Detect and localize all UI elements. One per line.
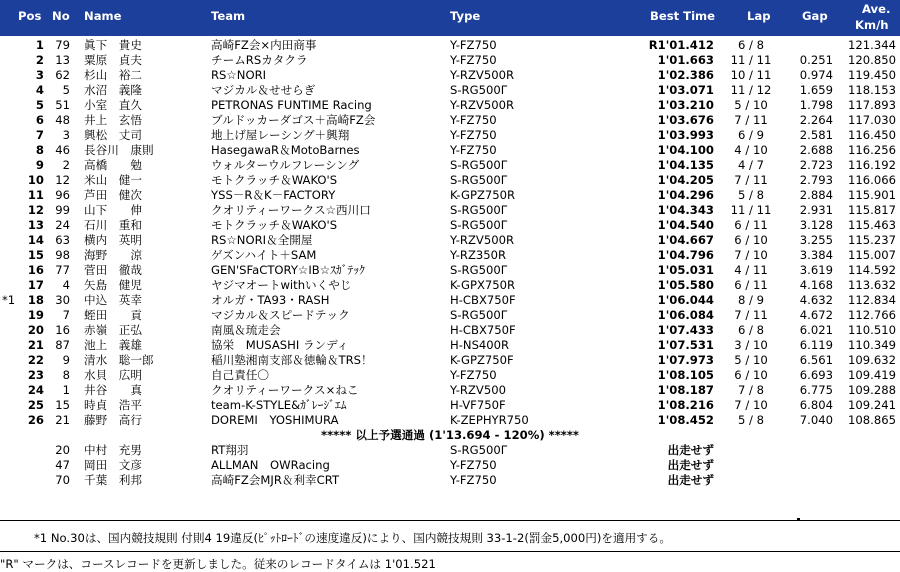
cell-pos: 3 [35,68,44,82]
cell-no: 20 [55,443,70,457]
cell-lap: 5 / 10 [734,98,768,112]
cell-no: 1 [62,383,70,397]
cell-gap: 2.931 [799,203,833,217]
cell-pos: 19 [27,308,44,322]
cell-no: 70 [55,473,70,487]
cell-gap: 6.021 [799,323,833,337]
cell-name: 米山 健一 [84,173,142,187]
cell-pos: 11 [27,188,44,202]
cell-ave: 118.153 [848,83,896,97]
cell-lap: 7 / 11 [734,113,768,127]
cell-best: 1'08.187 [657,383,714,397]
cell-best: 1'05.580 [657,278,714,292]
footer-divider-top [0,520,900,521]
cell-no: 3 [62,128,70,142]
cell-no: 24 [55,218,70,232]
cell-pos: 25 [27,398,44,412]
cell-gap: 6.775 [799,383,833,397]
cell-gap: 6.119 [799,338,833,352]
table-row [0,383,900,398]
cell-lap: 5 / 8 [737,188,765,202]
cell-team: モトクラッチ＆WAKO'S [211,173,338,187]
cell-name: 蛭田 貢 [84,308,142,322]
header-team: Team [211,9,246,23]
cell-team: ゲズンハイト＋SAM [211,248,317,262]
cell-lap: 4 / 7 [737,158,765,172]
cell-type: H-CBX750F [450,293,516,307]
cell-no: 15 [55,398,70,412]
cell-best: 出走せず [667,458,714,472]
cell-gap: 4.168 [799,278,833,292]
table-row [0,38,900,53]
cell-lap: 6 / 10 [734,233,768,247]
cell-type: Y-FZ750 [450,368,497,382]
cell-name: 眞下 貴史 [84,38,142,52]
cell-name: 赤嶺 正弘 [84,323,142,337]
cell-no: 62 [55,68,70,82]
cell-team: YSS－R＆K－FACTORY [211,188,336,202]
cell-team: ブルドッカーダゴス＋高崎FZ会 [211,113,376,127]
cell-type: K-GPX750R [450,278,516,292]
cell-best: 1'02.386 [657,68,714,82]
table-row [0,98,900,113]
cell-best: 1'03.210 [657,98,714,112]
cell-best: 出走せず [667,473,714,487]
cell-type: S-RG500Γ [450,203,508,217]
cell-ave: 110.510 [848,323,896,337]
table-row [0,83,900,98]
cell-pos: 4 [35,83,44,97]
cell-name: 千葉 利邦 [84,473,142,487]
cell-pos: 14 [27,233,44,247]
cell-best: 1'04.540 [657,218,714,232]
cell-pos: 15 [27,248,44,262]
cell-gap: 2.723 [799,158,833,172]
cell-gap: 2.884 [799,188,833,202]
cell-gap: 4.632 [799,293,833,307]
cell-pos: 8 [35,143,44,157]
cell-ave: 114.592 [848,263,896,277]
cell-gap: 6.804 [799,398,833,412]
stray-mark [797,518,800,520]
table-row [0,263,900,278]
cell-name: 井谷 真 [84,383,142,397]
cell-no: 2 [62,158,70,172]
cell-type: Y-FZ750 [450,128,497,142]
table-row [0,128,900,143]
cell-best: 1'07.433 [657,323,714,337]
cell-name: 海野 涼 [84,248,142,262]
cell-pos: 10 [27,173,44,187]
cell-gap: 4.672 [799,308,833,322]
cell-name: 杉山 裕二 [84,68,142,82]
cell-ave: 109.419 [848,368,896,382]
cell-type: K-GPZ750R [450,188,516,202]
header-type: Type [450,9,481,23]
cell-lap: 4 / 11 [734,263,768,277]
header-pos: Pos [18,9,42,23]
cell-best: 1'08.452 [657,413,714,427]
results-header [0,0,900,36]
cell-name: 池上 義雄 [84,338,142,352]
cell-ave: 109.241 [848,398,896,412]
footnote-record: "R" マークは、コースレコードを更新しました。従来のレコードタイムは 1'01.521 [0,557,436,571]
cell-type: Y-FZ750 [450,143,497,157]
cell-team: チームRSカタクラ [211,53,308,67]
cell-team: マジカル＆スピードテック [211,308,350,322]
cell-no: 87 [55,338,70,352]
cell-lap: 6 / 8 [737,323,765,337]
cell-type: Y-RZV500R [450,68,515,82]
cell-no: 96 [55,188,70,202]
table-row [0,248,900,263]
cell-pos: 5 [35,98,44,112]
cell-no: 98 [55,248,70,262]
cell-team: クオリティーワークス×ねこ [211,383,359,397]
cell-name: 高橋 勉 [84,158,142,172]
table-row [0,113,900,128]
table-row [0,173,900,188]
header-name: Name [84,9,122,23]
cell-no: 5 [62,83,70,97]
cell-type: Y-RZV500R [450,233,515,247]
cell-team: オルガ・TA93・RASH [211,293,330,307]
cell-pos: 20 [27,323,44,337]
cell-lap: 5 / 10 [734,353,768,367]
cell-no: 21 [55,413,70,427]
cell-pos: 13 [27,218,44,232]
cell-name: 粟原 貞夫 [84,53,142,67]
cell-ave: 116.256 [848,143,896,157]
cell-best: 1'06.084 [657,308,714,322]
cell-name: 長谷川 康則 [84,143,154,157]
qualify-cutoff-line [0,428,900,443]
cell-pos: 1 [35,38,44,52]
cell-name: 時貞 浩平 [84,398,142,412]
cell-gap: 0.974 [799,68,833,82]
table-row [0,353,900,368]
cell-name: 水沼 義隆 [84,83,142,97]
cell-ave: 113.632 [848,278,896,292]
cell-best: 1'04.296 [657,188,714,202]
cell-ave: 116.066 [848,173,896,187]
cell-lap: 7 / 11 [734,308,768,322]
cell-team: DOREMI YOSHIMURA [211,413,339,427]
header-no: No [52,9,70,23]
cell-team: ALLMAN OWRacing [211,458,330,472]
cell-team: 南風＆琉走会 [211,323,281,337]
header-best-time: Best Time [650,9,716,23]
cell-no: 99 [55,203,70,217]
table-row [0,308,900,323]
cell-name: 藤野 高行 [84,413,142,427]
table-row [0,143,900,158]
cell-gap: 2.581 [799,128,833,142]
cell-type: Y-RZ350R [450,248,507,262]
cell-gap: 2.688 [799,143,833,157]
cell-team: 地上げ屋レーシング＋興翔 [211,128,350,142]
cell-name: 井上 玄悟 [84,113,142,127]
cell-best: 1'08.216 [657,398,714,412]
cell-no: 9 [62,353,70,367]
cell-gap: 3.384 [799,248,833,262]
cell-lap: 7 / 10 [734,398,768,412]
cell-no: 7 [62,308,70,322]
cell-name: 矢島 健児 [84,278,142,292]
cell-no: 16 [55,323,70,337]
cell-pos: 6 [35,113,44,127]
cell-gap: 3.255 [799,233,833,247]
footer-divider-bottom [0,551,900,552]
cell-best: 1'05.031 [657,263,714,277]
cell-best: 1'03.676 [657,113,714,127]
dns-row [0,443,900,458]
cell-type: K-GPZ750F [450,353,514,367]
cell-no: 4 [62,278,70,292]
cell-type: H-NS400R [450,338,510,352]
cell-ave: 115.463 [848,218,896,232]
cell-lap: 11 / 12 [730,83,772,97]
cell-lap: 11 / 11 [730,203,772,217]
cell-best: 出走せず [667,443,714,457]
table-row [0,368,900,383]
cell-best: 1'07.531 [657,338,714,352]
cell-lap: 7 / 8 [737,383,765,397]
cell-pos: 12 [27,203,44,217]
cell-ave: 115.901 [848,188,896,202]
cell-ave: 115.007 [848,248,896,262]
cell-no: 51 [55,98,70,112]
header-lap: Lap [747,9,771,23]
cell-type: Y-FZ750 [450,113,497,127]
cell-pos: 2 [35,53,44,67]
cell-best: 1'03.071 [657,83,714,97]
cell-pos: 18 [27,293,44,307]
table-row [0,188,900,203]
cell-lap: 6 / 8 [737,38,765,52]
cell-lap: 8 / 9 [737,293,765,307]
cell-team: 自己責任〇 [211,368,269,382]
results-table [0,38,900,488]
cell-gap: 1.798 [799,98,833,112]
cell-ave: 117.893 [848,98,896,112]
cell-team: RS☆NORI＆全開屋 [211,233,313,247]
cell-lap: 7 / 11 [734,173,768,187]
footnote-penalty: *1 No.30は、国内競技規則 付則4 19違反(ﾋﾟｯﾄﾛｰﾄﾞの速度違反)により、国内競技規則 33-1-2(罰金5,000円)を適用する。 [34,531,671,545]
cell-team: 高崎FZ会×内田商事 [211,38,317,52]
table-row [0,158,900,173]
cell-best: 1'06.044 [657,293,714,307]
table-row [0,293,900,308]
cell-name: 興松 丈司 [84,128,142,142]
dns-row [0,473,900,488]
cell-lap: 7 / 10 [734,248,768,262]
cell-pos: 22 [27,353,44,367]
cell-pos: 26 [27,413,44,427]
cell-type: S-RG500Γ [450,83,508,97]
table-row [0,203,900,218]
cell-lap: 6 / 11 [734,218,768,232]
cell-type: S-RG500Γ [450,158,508,172]
cell-name: 清水 聡一郎 [84,353,154,367]
header-gap: Gap [802,9,828,23]
cell-ave: 121.344 [848,38,896,52]
cell-type: Y-FZ750 [450,53,497,67]
cell-lap: 10 / 11 [730,68,772,82]
cell-pos: 16 [27,263,44,277]
cell-best: 1'03.993 [657,128,714,142]
cell-team: 高崎FZ会MJR＆利幸CRT [211,473,340,487]
cell-type: H-CBX750F [450,323,516,337]
cell-type: Y-RZV500R [450,98,515,112]
cell-lap: 4 / 10 [734,143,768,157]
cell-no: 8 [62,368,70,382]
cell-no: 63 [55,233,70,247]
cell-gap: 2.793 [799,173,833,187]
cell-name: 横内 英明 [84,233,142,247]
cell-no: 46 [55,143,70,157]
cell-type: K-ZEPHYR750 [450,413,529,427]
cell-type: Y-FZ750 [450,38,497,52]
cell-best: 1'04.343 [657,203,714,217]
cell-gap: 0.251 [799,53,833,67]
cell-lap: 3 / 10 [734,338,768,352]
table-row [0,68,900,83]
cell-name: 菅田 徹哉 [84,263,142,277]
table-row [0,278,900,293]
cell-name: 芦田 健次 [84,188,142,202]
cell-gap: 2.264 [799,113,833,127]
cell-type: Y-FZ750 [450,473,497,487]
cell-lap: 11 / 11 [730,53,772,67]
cell-name: 小室 直久 [84,98,142,112]
cell-pos: 24 [27,383,44,397]
cell-gap: 7.040 [799,413,833,427]
cell-ave: 109.632 [848,353,896,367]
cell-gap: 3.619 [799,263,833,277]
cell-team: PETRONAS FUNTIME Racing [211,98,372,112]
cell-ave: 108.865 [848,413,896,427]
table-row [0,53,900,68]
cell-ave: 109.288 [848,383,896,397]
cell-type: S-RG500Γ [450,173,508,187]
cell-lap: 6 / 10 [734,368,768,382]
cell-best: 1'04.205 [657,173,714,187]
cell-note: *1 [2,293,16,307]
cell-no: 79 [55,38,70,52]
cell-no: 13 [55,53,70,67]
cell-gap: 6.561 [799,353,833,367]
header-ave: Ave. [862,2,891,16]
table-row [0,218,900,233]
cell-team: ヤジマオートwithいくやじ [211,278,352,292]
cell-type: H-VF750F [450,398,506,412]
cell-ave: 119.450 [848,68,896,82]
cell-ave: 116.192 [848,158,896,172]
cell-no: 77 [55,263,70,277]
cell-team: team-K-STYLE&ｶﾞﾚｰｼﾞｴﾑ [211,398,347,412]
cell-ave: 112.834 [848,293,896,307]
cell-team: HasegawaR＆MotoBarnes [211,143,360,157]
table-row [0,323,900,338]
cell-team: RS☆NORI [211,68,267,82]
table-row [0,233,900,248]
table-row [0,413,900,428]
cell-ave: 120.850 [848,53,896,67]
cell-name: 山下 伸 [84,203,142,217]
cell-team: マジカル＆せせらぎ [211,83,316,97]
dns-row [0,458,900,473]
cell-name: 中村 充男 [84,443,142,457]
cell-best: 1'01.663 [657,53,714,67]
cell-gap: 3.128 [799,218,833,232]
cell-no: 48 [55,113,70,127]
cell-type: S-RG500Γ [450,443,508,457]
cell-team: 稲川塾湘南支部＆徳輪＆TRS！ [211,353,373,367]
cell-type: Y-RZV500 [450,383,506,397]
cell-ave: 115.817 [848,203,896,217]
cell-best: 1'04.135 [657,158,714,172]
cell-name: 石川 重和 [84,218,142,232]
cell-name: 中込 英幸 [84,293,142,307]
cell-team: モトクラッチ＆WAKO'S [211,218,338,232]
cell-pos: 23 [27,368,44,382]
cell-lap: 6 / 9 [737,128,765,142]
cell-ave: 110.349 [848,338,896,352]
cell-team: ウォルターウルフレーシング [211,158,360,172]
cell-pos: 7 [35,128,44,142]
cell-lap: 6 / 11 [734,278,768,292]
cell-best: 1'08.105 [657,368,714,382]
header-kmh: Km/h [855,18,889,32]
cell-team: 協栄 MUSASHI ランディ [211,338,349,352]
qualify-cutoff-text: ***** 以上予選通過 (1'13.694 - 120%) ***** [321,428,579,442]
cell-ave: 117.030 [848,113,896,127]
cell-ave: 116.450 [848,128,896,142]
cell-team: RT翔羽 [211,443,249,457]
cell-no: 30 [55,293,70,307]
cell-best: 1'04.667 [657,233,714,247]
cell-ave: 115.237 [848,233,896,247]
cell-no: 47 [55,458,70,472]
cell-best: 1'04.100 [657,143,714,157]
cell-gap: 1.659 [799,83,833,97]
cell-team: クオリティーワークス☆西川口 [211,203,371,217]
cell-gap: 6.693 [799,368,833,382]
cell-type: S-RG500Γ [450,308,508,322]
cell-name: 水貝 広明 [84,368,142,382]
cell-best: R1'01.412 [648,38,714,52]
table-row [0,398,900,413]
cell-no: 12 [55,173,70,187]
cell-type: Y-FZ750 [450,458,497,472]
cell-ave: 112.766 [848,308,896,322]
cell-lap: 5 / 8 [737,413,765,427]
cell-name: 岡田 文彦 [84,458,142,472]
cell-team: GEN'SFaCTORY☆IB☆ｽｶﾞﾃｯｸ [211,263,365,277]
cell-type: S-RG500Γ [450,263,508,277]
cell-pos: 21 [27,338,44,352]
cell-pos: 9 [35,158,44,172]
cell-type: S-RG500Γ [450,218,508,232]
table-row [0,338,900,353]
cell-best: 1'07.973 [657,353,714,367]
cell-best: 1'04.796 [657,248,714,262]
cell-pos: 17 [27,278,44,292]
